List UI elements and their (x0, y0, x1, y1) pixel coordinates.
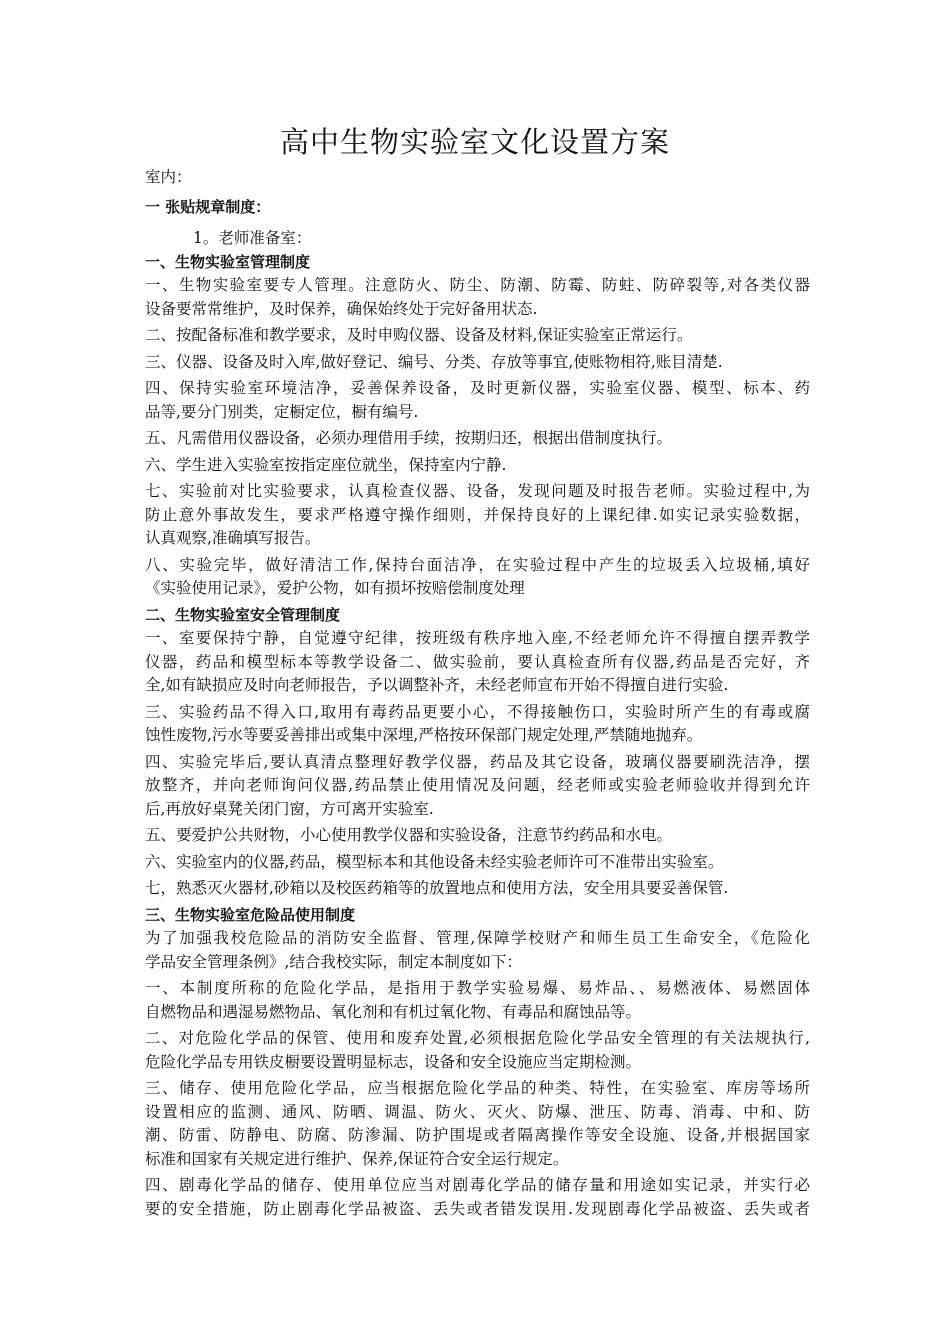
paragraph-line: 一、室要保持宁静，自觉遵守纪律，按班级有秩序地入座,不经老师允许不得擅自摆弄教学 (145, 629, 810, 647)
paragraph-line: 三、储存、使用危险化学品，应当根据危险化学品的种类、特性，在实验室、库房等场所 (145, 1079, 810, 1097)
rule-heading-safety: 二、生物实验室安全管理制度 (145, 605, 341, 624)
paragraph-line: 八、实验完毕，做好清洁工作,保持台面洁净，在实验过程中产生的垃圾丢入垃圾桶,填好 (145, 555, 810, 574)
paragraph-line: 为了加强我校危险品的消防安全监督、管理,保障学校财产和师生员工生命安全，《危险化 (145, 929, 810, 947)
paragraph-line: 一、生物实验室要专人管理。注意防火、防尘、防潮、防霉、防蛀、防碎裂等,对各类仪器 (145, 276, 810, 294)
paragraph-line: 仪器，药品和模型标本等教学设备二、做实验前，要认真检查所有仪器,药品是否完好，齐 (145, 652, 810, 671)
paragraph-line: 五、要爱护公共财物，小心使用教学仪器和实验设备，注意节约药品和水电。 (145, 826, 673, 844)
paragraph-line: 蚀性废物,污水等要妥善排出或集中深埋,严格按环保部门规定处理,严禁随地抛弃。 (145, 726, 703, 744)
paragraph-line: 《实验使用记录》，爱护公物，如有损坏按赔偿制度处理 (145, 579, 525, 597)
paragraph-line: 防止意外事故发生，要求严格遵守操作细则，并保持良好的上课纪律.如实记录实验数据， (145, 505, 810, 524)
paragraph-line: 二、对危险化学品的保管、使用和废弃处置,必须根据危险化学品安全管理的有关法规执行, (145, 1029, 810, 1047)
paragraph-line: 四、实验完毕后,要认真清点整理好教学仪器，药品及其它设备，玻璃仪器要刷洗洁净，摆 (145, 752, 810, 771)
paragraph-line: 七、实验前对比实验要求，认真检查仪器、设备，发现问题及时报告老师。实验过程中,为 (145, 482, 810, 500)
room-label: 室内： (145, 168, 192, 186)
paragraph-line: 后,再放好桌凳关闭门窗，方可离开实验室. (145, 799, 434, 818)
paragraph-line: 设置相应的监测、通风、防晒、调温、防火、灭火、防爆、泄压、防毒、消毒、中和、防 (145, 1102, 810, 1121)
paragraph-line: 认真观察,准确填写报告。 (145, 529, 321, 547)
paragraph-line: 三、仪器、设备及时入库,做好登记、编号、分类、存放等事宜,使账物相符,账目清楚. (145, 352, 723, 371)
paragraph-line: 七，熟悉灭火器材,砂箱以及校医药箱等的放置地点和使用方法，安全用具要妥善保管. (145, 879, 729, 897)
paragraph-line: 三、实验药品不得入口,取用有毒药品更要小心，不得接触伤口，实验时所产生的有毒或腐 (145, 702, 810, 721)
section-heading: 一 张贴规章制度： (145, 197, 271, 216)
paragraph-line: 标准和国家有关规定进行维护、保养,保证符合安全运行规定。 (145, 1149, 569, 1168)
rule-heading-hazardous: 三、生物实验室危险品使用制度 (145, 905, 356, 924)
paragraph-line: 学品安全管理条例》,结合我校实际，制定本制度如下： (145, 952, 522, 971)
paragraph-line: 危险化学品专用铁皮橱要设置明显标志，设备和安全设施应当定期检测。 (145, 1052, 642, 1071)
paragraph-line: 品等,要分门别类，定橱定位，橱有编号. (145, 402, 419, 421)
paragraph-line: 四、保持实验室环境洁净，妥善保养设备，及时更新仪器，实验室仪器、模型、标本、药 (145, 379, 810, 397)
paragraph-line: 潮、防雷、防静电、防腐、防渗漏、防护围堤或者隔离操作等安全设施、设备,并根据国家 (145, 1126, 810, 1144)
paragraph-line: 放整齐，并向老师询问仪器,药品禁止使用情况及问题，经老师或实验老师验收并得到允许 (145, 776, 810, 794)
document-title: 高中生物实验室文化设置方案 (279, 125, 670, 159)
document-body (145, 166, 810, 1221)
paragraph-line: 自燃物品和遇湿易燃物品、氧化剂和有机过氧化物、有毒品和腐蚀品等。 (145, 1002, 642, 1021)
paragraph-line: 六、学生进入实验室按指定座位就坐，保持室内宁静. (145, 455, 507, 474)
paragraph-line: 一、本制度所称的危险化学品，是指用于教学实验易爆、易炸品、、易燃液体、易燃固体 (145, 979, 810, 997)
paragraph-line: 设备要常常维护，及时保养，确保始终处于完好备用状态. (145, 299, 538, 318)
paragraph-line: 四、剧毒化学品的储存、使用单位应当对剧毒化学品的储存量和用途如实记录，并实行必 (145, 1176, 810, 1194)
subsection-heading: 1。老师准备室： (193, 229, 312, 247)
paragraph-line: 二、按配备标准和教学要求，及时申购仪器、设备及材料,保证实验室正常运行。 (145, 326, 693, 344)
paragraph-line: 全,如有缺损应及时向老师报告，予以调整补齐，未经老师宣布开始不得擅自进行实验. (145, 676, 729, 694)
paragraph-line: 六、实验室内的仪器,药品，模型标本和其他设备未经实验老师许可不准带出实验室。 (145, 852, 724, 871)
paragraph-line: 要的安全措施，防止剧毒化学品被盗、丢失或者错发误用.发现剧毒化学品被盗、丢失或者 (145, 1199, 810, 1218)
rule-heading-management: 一、生物实验室管理制度 (145, 252, 311, 271)
paragraph-line: 五、凡需借用仪器设备，必须办理借用手续，按期归还，根据出借制度执行。 (145, 429, 673, 447)
